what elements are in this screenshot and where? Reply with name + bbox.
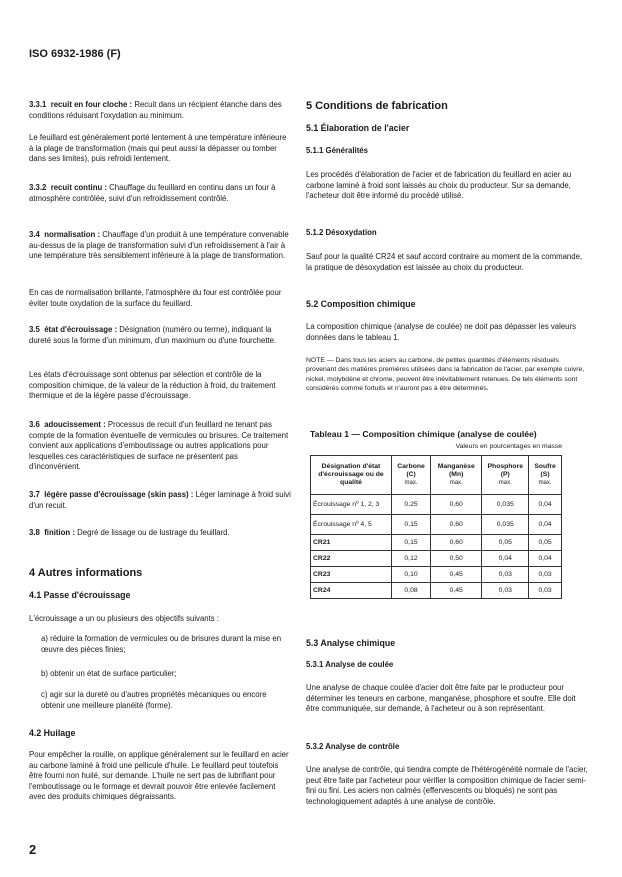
table-cell: 0,05	[529, 535, 562, 551]
note: NOTE — Dans tous les aciers au carbone, de petites quantités d'éléments résiduels provenant des matières premières utilisées dans la fabrication de l'acier, par exemple cuivre, nickel, molybdène et chrome, peuvent être inévitablement retenues. De tels éléments sont considérés comme fortuits et n'auront pas à être déterminés.	[306, 357, 585, 393]
table-cell: 0,60	[431, 535, 482, 551]
table-row	[311, 535, 562, 551]
table-cell: 0,15	[392, 515, 431, 535]
header-soufre: Soufre (S) max.	[529, 456, 562, 495]
table-cell: 0,04	[482, 551, 529, 567]
header-designation: Désignation d'état d'écrouissage ou de qualité	[311, 456, 392, 495]
clause-number: 3.5	[29, 325, 40, 334]
table-cell: CR24	[311, 583, 392, 599]
clause-3-8	[29, 528, 291, 539]
paragraph-4-2: Pour empêcher la rouille, on applique généralement sur le feuillard en acier au carbone laminé à froid une pellicule d'huile. Le feuillard peut toutefois être fourni non huilé, sur demande. L'huile ne sert pas de lubrifiant pour l'emboutissage ou le formage et devrait pouvoir être enlevée facilement avec des produits chimiques dégraissants.	[29, 750, 289, 802]
table-row	[311, 551, 562, 567]
paragraph-5-3-1: Une analyse de chaque coulée d'acier doit être faite par le producteur pour déterminer les teneurs en carbone, manganèse, phosphore et soufre. Elle doit être communiquée, sur demande, à l'acheteur ou à son représentant.	[306, 683, 576, 714]
table-row	[311, 583, 562, 599]
clause-3-7	[29, 490, 291, 511]
table-cell: 0,04	[529, 551, 562, 567]
table-cell: Écrouissage nº 1, 2, 3	[311, 495, 392, 515]
table-row	[311, 567, 562, 583]
paragraph-5-1-1: Les procédés d'élaboration de l'acier et de fabrication du feuillard en acier au carbone laminé à froid sont laissés au choix du producteur. Sur sa demande, l'acheteur doit être informé du procédé utilisé.	[306, 170, 572, 201]
paragraph-5-1-2: Sauf pour la qualité CR24 et sauf accord contraire au moment de la commande, la pratique de désoxydation est laissée au choix du producteur.	[306, 252, 583, 272]
table-row	[311, 515, 562, 535]
table-cell: CR21	[311, 535, 392, 551]
table-cell: 0,10	[392, 567, 431, 583]
table-cell: 0,05	[482, 535, 529, 551]
section-4-2-heading: 4.2 Huilage	[29, 728, 76, 738]
table-cell: 0,08	[392, 583, 431, 599]
table-cell: 0,60	[431, 515, 482, 535]
section-4-heading: 4 Autres informations	[29, 567, 143, 579]
table-cell: 0,60	[431, 495, 482, 515]
table-cell: 0,45	[431, 583, 482, 599]
clause-term: recuit continu :	[50, 183, 107, 192]
paragraph-feuillard	[29, 133, 291, 165]
table-cell: 0,03	[482, 567, 529, 583]
table-cell: CR23	[311, 567, 392, 583]
paragraph-text: Le feuillard est généralement porté lentement à une température inférieure à la plage de transformation (mais qui peut aussi la dépasser ou tomber dans ses limites), puis refroidi lentement.	[29, 133, 287, 164]
table-cell: 0,45	[431, 567, 482, 583]
table-cell: 0,035	[482, 515, 529, 535]
table-cell: 0,04	[529, 515, 562, 535]
clause-3-4	[29, 230, 291, 262]
paragraph-etats	[29, 370, 291, 402]
section-5-3-heading: 5.3 Analyse chimique	[306, 638, 396, 648]
clause-number: 3.3.2	[29, 183, 47, 192]
section-5-1-2-heading: 5.1.2 Désoxydation	[306, 228, 377, 237]
section-5-1-heading: 5.1 Élaboration de l'acier	[306, 123, 410, 133]
clause-term: légère passe d'écrouissage (skin pass) :	[44, 490, 194, 499]
table-caption: Tableau 1 — Composition chimique (analyse de coulée)	[310, 429, 537, 439]
clause-term: recuit en four cloche :	[50, 100, 133, 109]
clause-text: Léger laminage à froid suivi d'un recuit.	[29, 490, 291, 510]
clause-number: 3.7	[29, 490, 40, 499]
clause-term: adoucissement :	[44, 420, 106, 429]
clause-3-3-1	[29, 100, 291, 121]
clause-number: 3.4	[29, 230, 40, 239]
paragraph-text: En cas de normalisation brillante, l'atmosphère du four est contrôlée pour éviter toute oxydation de la surface du feuillard.	[29, 288, 282, 308]
table-cell: 0,03	[529, 583, 562, 599]
clause-text: Processus de recuit d'un feuillard ne tenant pas compte de la formation éventuelle de vermicules ou brisures. Ce traitement convient aux applications d'emboutissage ou autres applications pour lesquelles ces caractéristiques de surface ne présentent pas d'inconvénient.	[29, 420, 289, 472]
clause-3-5	[29, 325, 291, 346]
paragraph-5-2: La composition chimique (analyse de coulée) ne doit pas dépasser les valeurs données dans le tableau 1.	[306, 322, 577, 342]
section-5-3-1-heading: 5.3.1 Analyse de coulée	[306, 660, 394, 669]
table-cell: 0,035	[482, 495, 529, 515]
header-phosphore: Phosphore (P) max.	[482, 456, 529, 495]
clause-number: 3.6	[29, 420, 40, 429]
header-carbone: Carbone (C) max.	[392, 456, 431, 495]
table-cell: 0,12	[392, 551, 431, 567]
clause-text: Chauffage d'un produit à une température convenable au-dessus de la plage de transformation suivi d'un refroidissement à l'air à une température très sensiblement inférieure à la plage de transformation.	[29, 230, 289, 261]
clause-term: normalisation :	[44, 230, 101, 239]
clause-term: finition :	[44, 528, 75, 537]
paragraph-5-3-2: Une analyse de contrôle, qui tiendra compte de l'hétérogénéité normale de l'acier, peut être faite par l'acheteur pour vérifier la composition chimique de l'acier semi-fini ou fini. Les aciers non calmés (effervescents ou bloqués) ne sont pas technologiquement adaptés à une analyse de contrôle.	[306, 765, 588, 806]
page-number: 2	[29, 842, 37, 857]
clause-text: Chauffage du feuillard en continu dans un four à atmosphère contrôlée, suivi d'un refroidissement contrôlé.	[29, 183, 276, 203]
section-5-2-heading: 5.2 Composition chimique	[306, 299, 416, 309]
header-manganese: Manganèse (Mn) max.	[431, 456, 482, 495]
table-cell: 0,04	[529, 495, 562, 515]
table-header-row	[311, 456, 562, 495]
table-cell: Écrouissage nº 4, 5	[311, 515, 392, 535]
table-unit: Valeurs en pourcentages en masse	[455, 443, 562, 450]
composition-table	[310, 455, 562, 599]
table-cell: 0,25	[392, 495, 431, 515]
table-cell: CR22	[311, 551, 392, 567]
document-header: ISO 6932-1986 (F)	[29, 48, 121, 60]
clause-3-3-2	[29, 183, 291, 204]
paragraph-4-1: L'écrouissage a un ou plusieurs des objectifs suivants :	[29, 614, 220, 623]
clause-3-6	[29, 420, 291, 473]
clause-number: 3.8	[29, 528, 40, 537]
clause-term: état d'écrouissage :	[44, 325, 118, 334]
section-4-1-heading: 4.1 Passe d'écrouissage	[29, 590, 131, 600]
section-5-heading: 5 Conditions de fabrication	[306, 100, 448, 112]
table-cell: 0,03	[482, 583, 529, 599]
clause-text: Recuit dans un récipient étanche dans des conditions réduisant l'oxydation au minimum.	[29, 100, 282, 120]
paragraph-text: Les états d'écrouissage sont obtenus par sélection et contrôle de la composition chimique, de la valeur de la réduction à froid, du traitement thermique et de la légère passe d'écrouissage.	[29, 370, 276, 401]
table-cell: 0,03	[529, 567, 562, 583]
table-cell: 0,15	[392, 535, 431, 551]
clause-text: Degré de lissage ou de lustrage du feuillard.	[77, 528, 230, 537]
table-row	[311, 495, 562, 515]
list-item-b: b) obtenir un état de surface particulier;	[41, 669, 177, 678]
table-cell: 0,50	[431, 551, 482, 567]
list-item-c: c) agir sur la dureté ou d'autres propriétés mécaniques ou encore obtenir une meilleure planéité (forme).	[41, 690, 267, 710]
section-5-3-2-heading: 5.3.2 Analyse de contrôle	[306, 742, 400, 751]
clause-number: 3.3.1	[29, 100, 47, 109]
section-5-1-1-heading: 5.1.1 Généralités	[306, 146, 368, 155]
clause-text: Désignation (numéro ou terme), indiquant la dureté sous la forme d'un minimum, d'un maximum ou d'une fourchette.	[29, 325, 277, 345]
paragraph-normalisation-brillante	[29, 288, 291, 309]
list-item-a: a) réduire la formation de vermicules ou de brisures durant la mise en œuvre des pièces finies;	[41, 634, 282, 654]
